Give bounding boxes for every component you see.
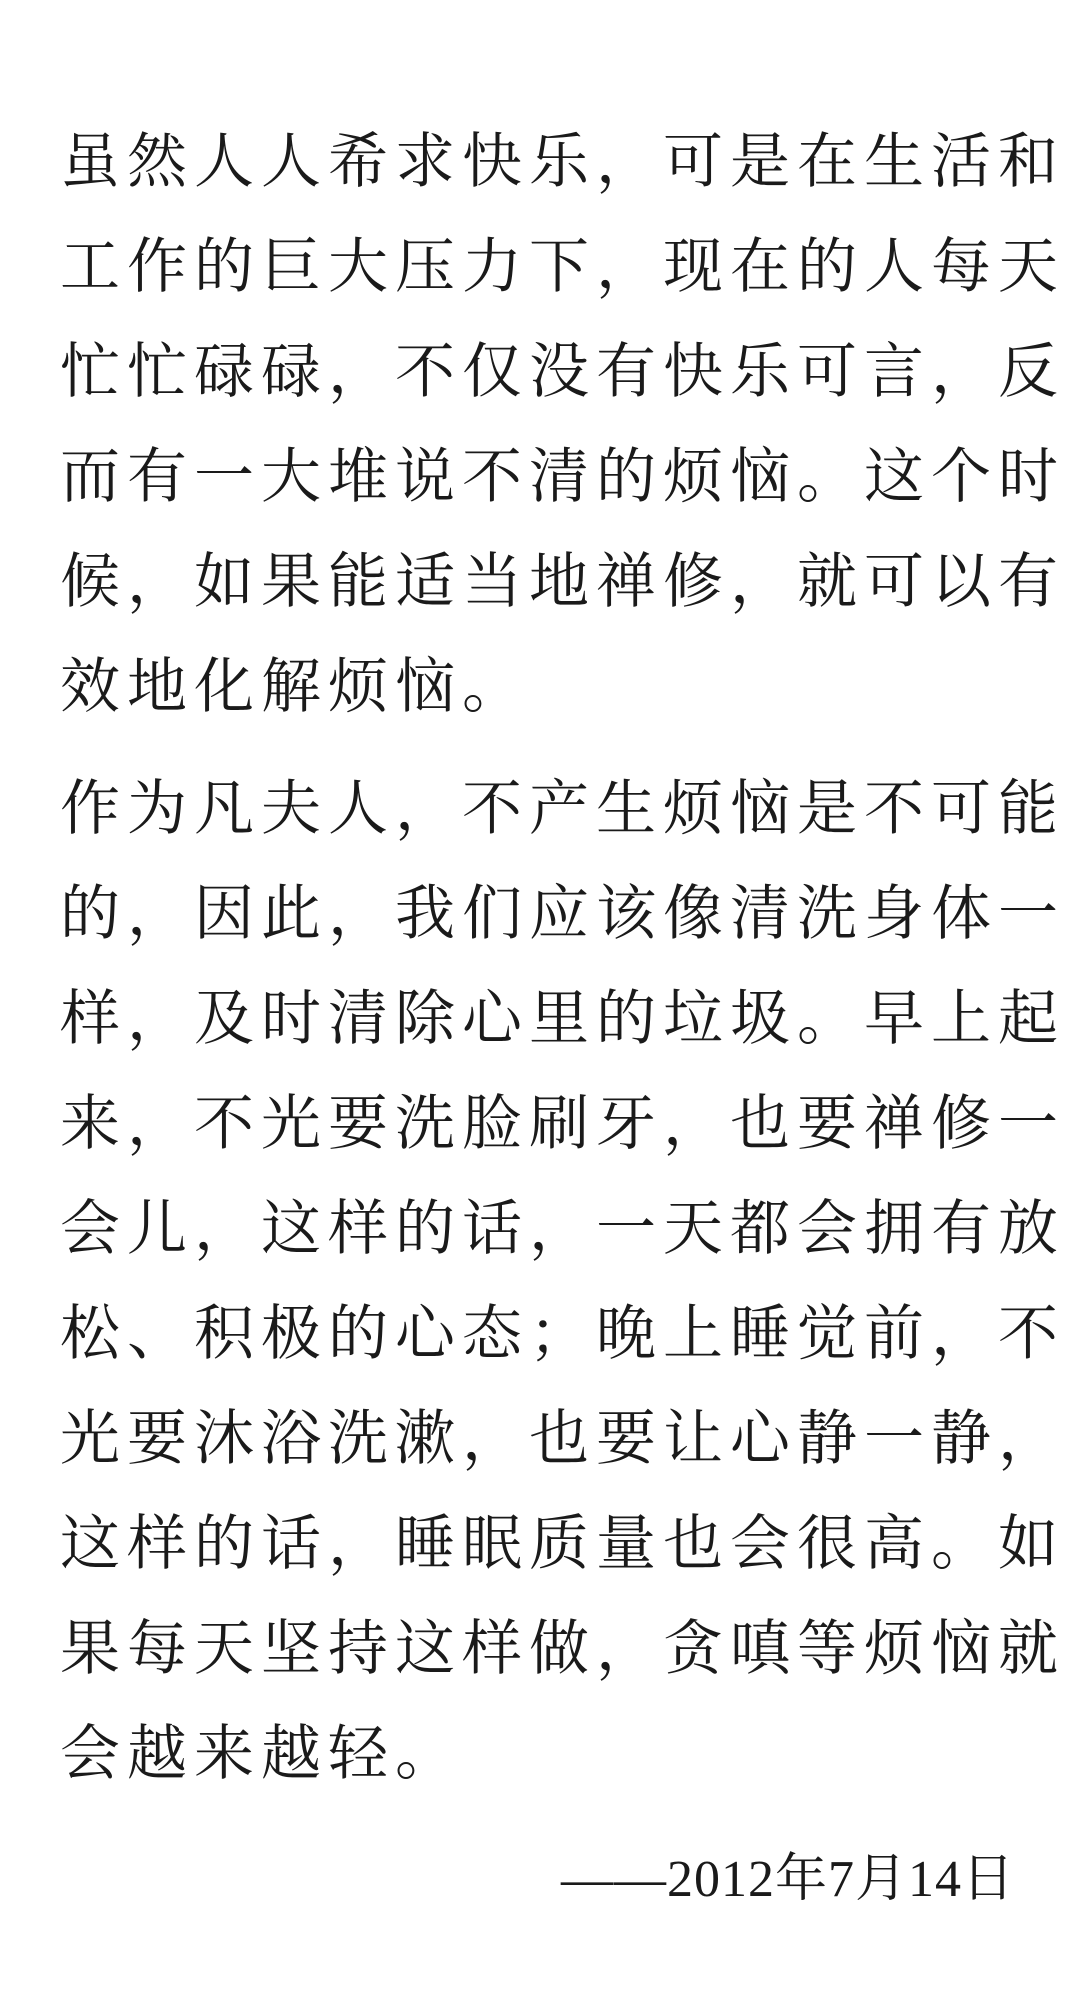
text-line: 工作的巨大压力下，现在的人每天	[60, 232, 1065, 302]
text-line: 会越来越轻。	[60, 1719, 462, 1789]
text-line: 作为凡夫人，不产生烦恼是不可能	[60, 774, 1065, 844]
text-line: 光要沐浴洗漱，也要让心静一静，	[60, 1404, 1065, 1474]
paragraph-1	[60, 110, 1065, 740]
paragraph-2	[60, 757, 1065, 1807]
text-line: 果每天坚持这样做，贪嗔等烦恼就	[60, 1614, 1065, 1684]
text-line: 效地化解烦恼。	[60, 652, 529, 722]
text-line: 的，因此，我们应该像清洗身体一	[60, 879, 1065, 949]
text-line: 忙忙碌碌，不仅没有快乐可言，反	[60, 337, 1065, 407]
text-line: 候，如果能适当地禅修，就可以有	[60, 547, 1065, 617]
text-line: 虽然人人希求快乐，可是在生活和	[60, 127, 1065, 197]
text-line: 样，及时清除心里的垃圾。早上起	[60, 984, 1065, 1054]
text-line: 而有一大堆说不清的烦恼。这个时	[60, 442, 1065, 512]
text-line: 这样的话，睡眠质量也会很高。如	[60, 1509, 1065, 1579]
text-line: 松、积极的心态；晚上睡觉前，不	[60, 1299, 1065, 1369]
date-signature: ——2012年7月14日	[560, 1851, 1015, 1908]
text-line: 来，不光要洗脸刷牙，也要禅修一	[60, 1089, 1065, 1159]
text-line: 会儿，这样的话，一天都会拥有放	[60, 1194, 1065, 1264]
